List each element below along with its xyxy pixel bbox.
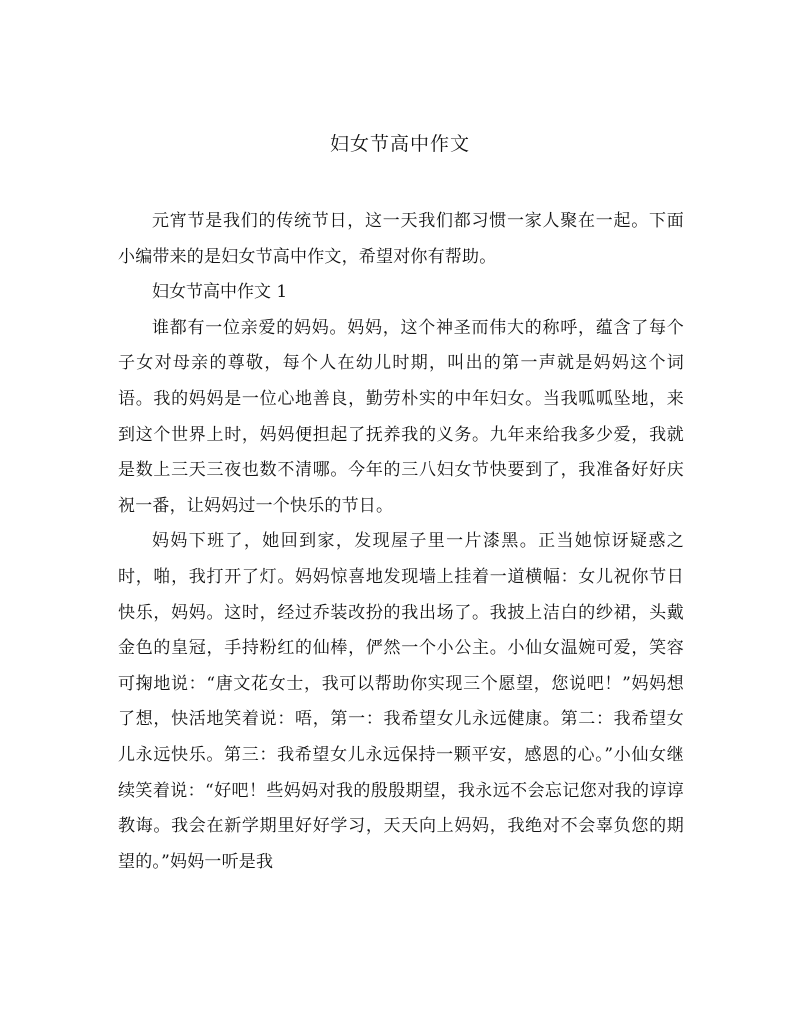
intro-paragraph: 元宵节是我们的传统节日，这一天我们都习惯一家人聚在一起。下面小编带来的是妇女节高中作文，希望对你有帮助。: [118, 211, 684, 267]
essay-paragraph-2: 妈妈下班了，她回到家，发现屋子里一片漆黑。正当她惊讶疑惑之时，啪，我打开了灯。妈妈惊喜地发现墙上挂着一道横幅：女儿祝你节日快乐，妈妈。这时，经过乔装改扮的我出场了。我披上洁白的纱裙，头戴金色的皇冠，手持粉红的仙棒，俨然一个小公主。小仙女温婉可爱，笑容可掬地说：“唐文花女士，我可以帮助你实现三个愿望，您说吧！”妈妈想了想，快活地笑着说：唔，第一：我希望女儿永远健康。第二：我希望女儿永远快乐。第三：我希望女儿永远保持一颗平安，感恩的心。”小仙女继续笑着说：“好吧！些妈妈对我的殷殷期望，我永远不会忘记您对我的谆谆教诲。我会在新学期里好好学习，天天向上妈妈，我绝对不会辜负您的期望的。”妈妈一听是我: [118, 531, 684, 872]
essay-paragraph-1: 谁都有一位亲爱的妈妈。妈妈，这个神圣而伟大的称呼，蕴含了每个子女对母亲的尊敬，每个人在幼儿时期，叫出的第一声就是妈妈这个词语。我的妈妈是一位心地善良，勤劳朴实的中年妇女。当我呱呱坠地，来到这个世界上时，妈妈便担起了抚养我的义务。九年来给我多少爱，我就是数上三天三夜也数不清哪。今年的三八妇女节快要到了，我准备好好庆祝一番，让妈妈过一个快乐的节日。: [118, 317, 684, 516]
document-body: [118, 204, 684, 880]
section-heading: 妇女节高中作文 1: [152, 282, 288, 303]
document-title: 妇女节高中作文: [329, 133, 470, 155]
